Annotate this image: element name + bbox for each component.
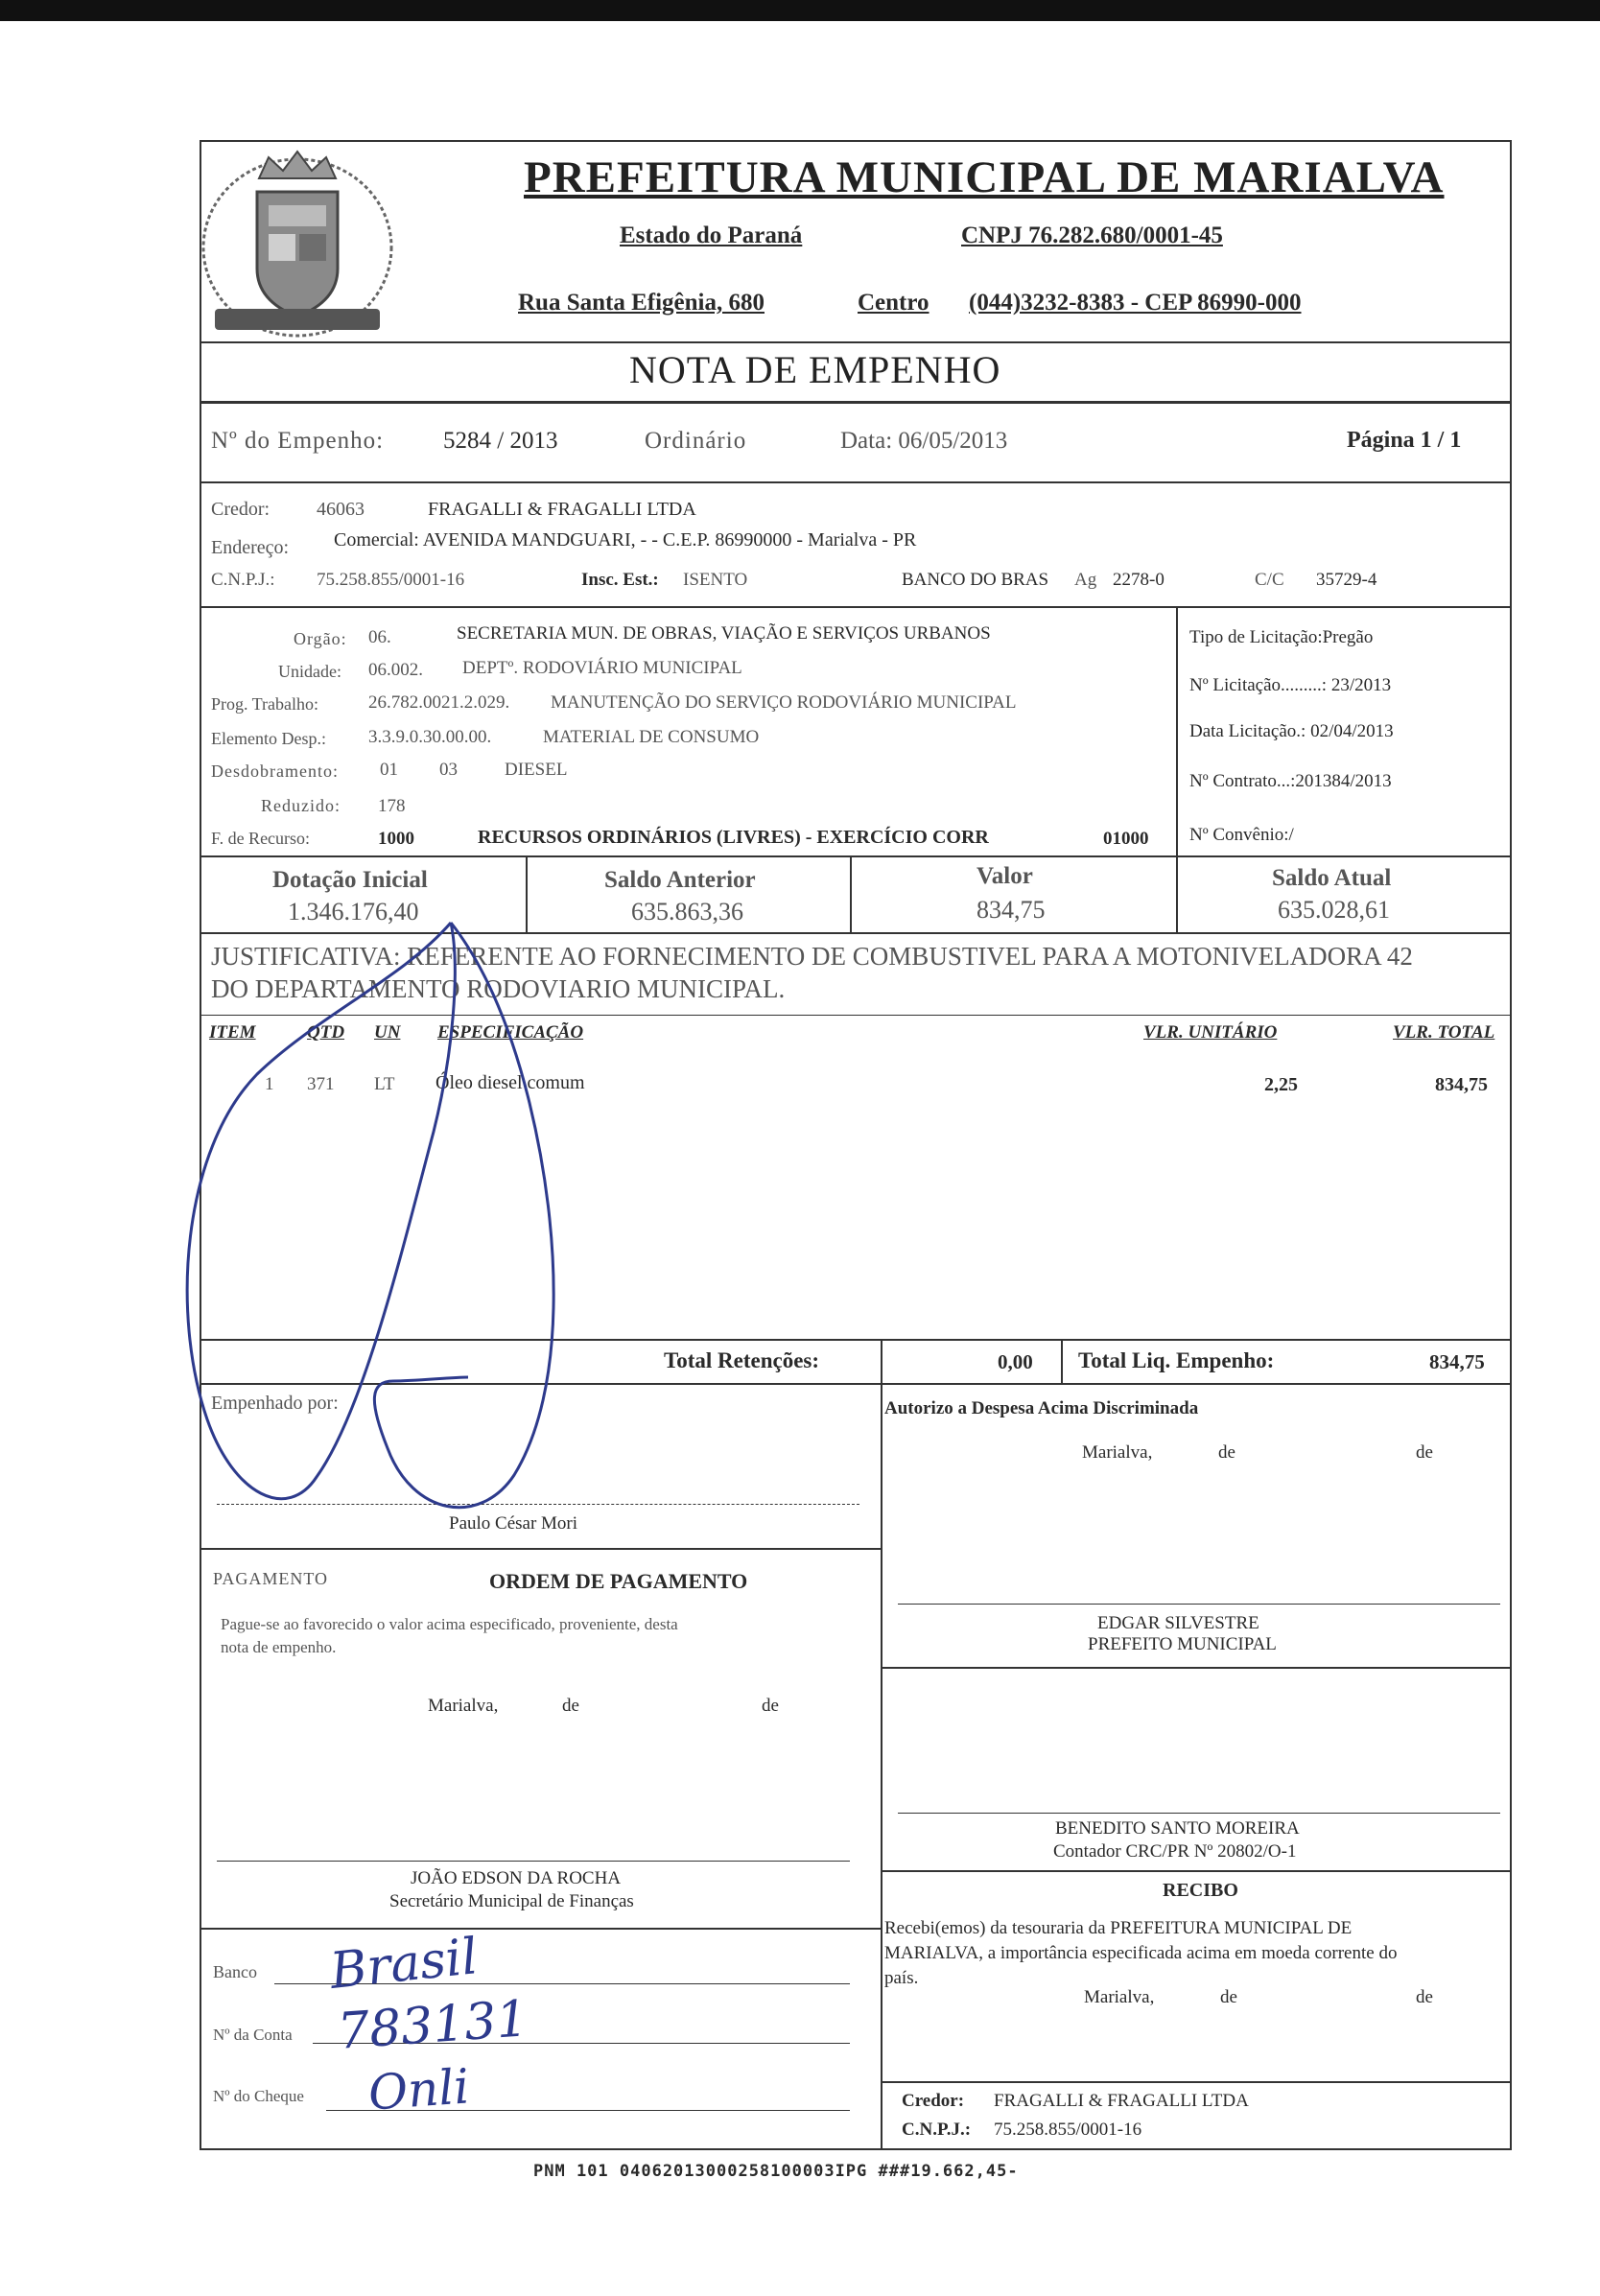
item-un: LT	[374, 1074, 395, 1094]
divider	[850, 855, 852, 932]
desdobramento-2: 03	[439, 760, 458, 780]
divider	[881, 1667, 1512, 1669]
pagamento-de-1: de	[562, 1696, 579, 1716]
cheque-handwriting: Onli	[366, 2058, 472, 2121]
item-number: 1	[265, 1074, 274, 1094]
retencoes-value: 0,00	[998, 1350, 1033, 1373]
saldo-anterior-value: 635.863,36	[631, 898, 743, 925]
credor-cnpj: 75.258.855/0001-16	[317, 570, 465, 590]
conta-label: Nº da Conta	[213, 2026, 293, 2044]
page-title: PREFEITURA MUNICIPAL DE MARIALVA	[524, 152, 1445, 202]
elemento-code: 3.3.9.0.30.00.00.	[368, 727, 492, 747]
convenio-numero: Nº Convênio:/	[1189, 825, 1294, 845]
barcode-text: PNM 101 04062013000258100003IPG ###19.662,45-	[533, 2162, 1019, 2181]
ordem-pagamento-title: ORDEM DE PAGAMENTO	[489, 1569, 748, 1593]
divider	[200, 341, 1512, 343]
unidade-name: DEPTº. RODOVIÁRIO MUNICIPAL	[462, 658, 742, 678]
divider	[881, 1870, 1512, 1872]
divider	[1176, 855, 1178, 932]
orgao-name: SECRETARIA MUN. DE OBRAS, VIAÇÃO E SERVIÇOS URBANOS	[457, 623, 991, 644]
divider	[200, 855, 1512, 857]
recurso-label: F. de Recurso:	[211, 829, 311, 848]
insc-label: Insc. Est.:	[581, 570, 659, 590]
divider	[200, 606, 1512, 608]
signature-line	[898, 1813, 1500, 1814]
saldo-atual-value: 635.028,61	[1278, 896, 1390, 924]
scan-top-edge	[0, 0, 1600, 21]
unidade-label: Unidade:	[278, 662, 341, 681]
agency-label: Ag	[1074, 570, 1097, 590]
column-header-item: ITEM	[209, 1022, 256, 1043]
empenho-type: Ordinário	[645, 428, 747, 454]
divider	[200, 1339, 1512, 1341]
footer-cnpj-label: C.N.P.J.:	[902, 2120, 972, 2140]
recibo-line-3: país.	[884, 1968, 919, 1988]
unidade-code: 06.002.	[368, 660, 423, 680]
bank-name: BANCO DO BRAS	[902, 570, 1049, 590]
empenhado-name: Paulo César Mori	[449, 1513, 578, 1534]
page-number: Página 1 / 1	[1347, 428, 1462, 453]
orgao-code: 06.	[368, 627, 391, 647]
secretario-name: JOÃO EDSON DA ROCHA	[411, 1868, 622, 1888]
programa-code: 26.782.0021.2.029.	[368, 692, 510, 713]
credor-code: 46063	[317, 499, 365, 520]
justificativa-line-2: DO DEPARTAMENTO RODOVIARIO MUNICIPAL.	[211, 974, 786, 1003]
pagamento-text-1: Pague-se ao favorecido o valor acima especificado, proveniente, desta	[221, 1615, 678, 1633]
pagamento-de-2: de	[762, 1696, 779, 1716]
item-especificacao: Óleo diesel comum	[435, 1072, 585, 1093]
credor-address: Comercial: AVENIDA MANDGUARI, - - C.E.P. 86990000 - Marialva - PR	[334, 529, 917, 551]
column-header-especificacao: ESPECIFICAÇÃO	[437, 1022, 584, 1043]
retencoes-label: Total Retenções:	[664, 1348, 820, 1372]
desdobramento-1: 01	[380, 760, 398, 780]
item-qtd: 371	[307, 1074, 335, 1094]
prefeito-name: EDGAR SILVESTRE	[1097, 1613, 1259, 1633]
elemento-label: Elemento Desp.:	[211, 729, 326, 748]
recurso-code: 1000	[378, 829, 414, 849]
licitacao-tipo: Tipo de Licitação:Pregão	[1189, 627, 1374, 647]
elemento-name: MATERIAL DE CONSUMO	[543, 727, 760, 747]
cnpj-label: CNPJ 76.282.680/0001-45	[961, 223, 1223, 248]
address-district: Centro	[858, 290, 929, 316]
autorizo-de-2: de	[1416, 1442, 1433, 1463]
pagamento-city: Marialva,	[428, 1696, 499, 1716]
recurso-name: RECURSOS ORDINÁRIOS (LIVRES) - EXERCÍCIO CORR	[478, 827, 989, 848]
banco-handwriting: Brasil	[327, 1928, 481, 2001]
pagamento-text-2: nota de empenho.	[221, 1638, 337, 1656]
item-vlr-unitario: 2,25	[1264, 1074, 1298, 1095]
contador-name: BENEDITO SANTO MOREIRA	[1055, 1818, 1300, 1839]
insc-value: ISENTO	[683, 570, 748, 590]
reduzido-value: 178	[378, 796, 406, 816]
phone-cep: (044)3232-8383 - CEP 86990-000	[969, 290, 1302, 316]
reduzido-label: Reduzido:	[261, 796, 341, 815]
column-header-un: UN	[374, 1022, 401, 1043]
divider	[526, 855, 528, 932]
dotacao-value: 1.346.176,40	[288, 898, 419, 925]
desdobramento-label: Desdobramento:	[211, 761, 339, 781]
signature-line	[898, 1604, 1500, 1605]
dotacao-label: Dotação Inicial	[272, 867, 428, 893]
footer-credor-name: FRAGALLI & FRAGALLI LTDA	[994, 2091, 1249, 2111]
column-header-vlr-total: VLR. TOTAL	[1393, 1022, 1495, 1043]
recibo-line-1: Recebi(emos) da tesouraria da PREFEITURA MUNICIPAL DE	[884, 1918, 1353, 1938]
credor-label: Credor:	[211, 499, 271, 520]
contrato-numero: Nº Contrato...:201384/2013	[1189, 771, 1392, 791]
empenho-date: Data: 06/05/2013	[840, 428, 1008, 454]
credor-cnpj-label: C.N.P.J.:	[211, 570, 275, 590]
empenho-label: Nº do Empenho:	[211, 428, 385, 454]
saldo-anterior-label: Saldo Anterior	[604, 867, 756, 893]
divider	[1176, 606, 1178, 855]
autorizo-de-1: de	[1218, 1442, 1235, 1463]
credor-name: FRAGALLI & FRAGALLI LTDA	[428, 499, 696, 520]
account-value: 35729-4	[1316, 570, 1377, 590]
recibo-city: Marialva,	[1084, 1987, 1155, 2007]
state-label: Estado do Paraná	[620, 223, 803, 248]
item-vlr-total: 834,75	[1435, 1074, 1488, 1095]
footer-credor-label: Credor:	[902, 2091, 965, 2111]
empenho-number: 5284 / 2013	[443, 428, 558, 454]
recibo-de-1: de	[1220, 1987, 1237, 2007]
empenhado-label: Empenhado por:	[211, 1393, 339, 1414]
contador-role: Contador CRC/PR Nº 20802/O-1	[1053, 1841, 1297, 1862]
footer-cnpj: 75.258.855/0001-16	[994, 2120, 1142, 2140]
signature-line	[217, 1861, 850, 1862]
justificativa-line-1: JUSTIFICATIVA: REFERENTE AO FORNECIMENTO DE COMBUSTIVEL PARA A MOTONIVELADORA 42	[211, 942, 1413, 971]
recibo-de-2: de	[1416, 1987, 1433, 2007]
address-label: Endereço:	[211, 537, 290, 558]
autorizo-city: Marialva,	[1082, 1442, 1153, 1463]
total-liquido-label: Total Liq. Empenho:	[1078, 1348, 1275, 1372]
programa-name: MANUTENÇÃO DO SERVIÇO RODOVIÁRIO MUNICIPAL	[551, 692, 1017, 713]
divider	[1061, 1339, 1063, 1383]
signature-line	[217, 1504, 859, 1505]
divider	[200, 481, 1512, 483]
divider	[200, 1928, 881, 1930]
divider	[200, 1383, 1512, 1385]
valor-value: 834,75	[976, 896, 1046, 924]
recurso-number: 01000	[1103, 829, 1149, 849]
autorizo-label: Autorizo a Despesa Acima Discriminada	[884, 1398, 1199, 1418]
divider	[200, 401, 1512, 404]
prefeito-role: PREFEITO MUNICIPAL	[1088, 1634, 1277, 1654]
licitacao-numero: Nº Licitação.........: 23/2013	[1189, 675, 1392, 695]
divider	[881, 2081, 1512, 2083]
total-liquido-value: 834,75	[1429, 1350, 1485, 1373]
divider	[881, 1339, 882, 2150]
column-header-vlr-unitario: VLR. UNITÁRIO	[1143, 1022, 1278, 1043]
address-street: Rua Santa Efigênia, 680	[518, 290, 765, 316]
saldo-atual-label: Saldo Atual	[1272, 865, 1392, 891]
conta-handwriting: 783131	[336, 1990, 530, 2061]
pagamento-section: PAGAMENTO	[213, 1569, 329, 1588]
secretario-role: Secretário Municipal de Finanças	[389, 1891, 634, 1911]
banco-label: Banco	[213, 1962, 257, 1981]
recibo-line-2: MARIALVA, a importância especificada acima em moeda corrente do	[884, 1943, 1398, 1963]
licitacao-data: Data Licitação.: 02/04/2013	[1189, 721, 1394, 741]
orgao-label: Orgão:	[294, 629, 347, 648]
divider	[200, 932, 1512, 934]
recibo-title: RECIBO	[1163, 1880, 1238, 1901]
column-header-qtd: QTD	[307, 1022, 345, 1043]
divider	[200, 1548, 881, 1550]
programa-label: Prog. Trabalho:	[211, 694, 319, 714]
valor-label: Valor	[976, 863, 1033, 889]
account-label: C/C	[1255, 570, 1284, 590]
agency-value: 2278-0	[1113, 570, 1165, 590]
cheque-label: Nº do Cheque	[213, 2087, 304, 2105]
divider	[200, 1015, 1512, 1016]
desdobramento-name: DIESEL	[505, 760, 568, 780]
document-title: NOTA DE EMPENHO	[629, 348, 1001, 391]
